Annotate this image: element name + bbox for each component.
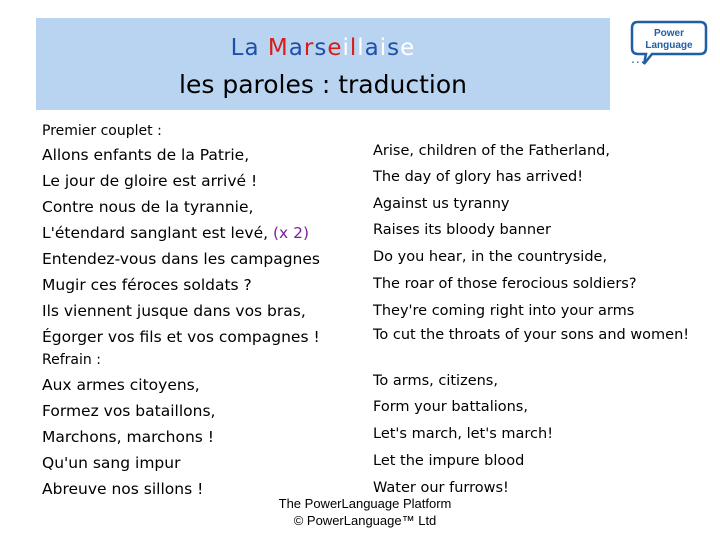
refrain-fr-line: Aux armes citoyens, — [42, 376, 200, 394]
logo-text-language: Language — [645, 40, 693, 51]
title-letter: i — [342, 35, 350, 61]
refrain-fr-line: Marchons, marchons ! — [42, 428, 214, 446]
title-letter: a — [244, 35, 260, 61]
verse-fr-line: Égorger vos fils et vos compagnes ! — [42, 328, 320, 346]
title-letter: l — [349, 35, 358, 61]
refrain-fr-line: Formez vos bataillons, — [42, 402, 216, 420]
title-letter: L — [230, 35, 245, 61]
refrain-en-line: Form your battalions, — [373, 399, 528, 415]
refrain-en-line: To arms, citizens, — [373, 373, 498, 389]
verse-en-line: The day of glory has arrived! — [373, 169, 584, 185]
title-letter: a — [364, 35, 380, 61]
title-letter: a — [288, 35, 304, 61]
verse-fr-line: Mugir ces féroces soldats ? — [42, 276, 252, 294]
footer — [270, 495, 460, 529]
title-letter: r — [303, 35, 315, 61]
refrain-en-line: Let the impure blood — [373, 453, 525, 469]
title-letter — [260, 35, 268, 61]
page-title — [36, 35, 610, 61]
verse-fr-line: Ils viennent jusque dans vos bras, — [42, 302, 306, 320]
verse-en-line: Raises its bloody banner — [373, 222, 551, 238]
verse-fr-line-repeat — [42, 224, 309, 242]
verse-en-line: To cut the throats of your sons and women! — [373, 327, 690, 343]
verse-heading: Premier couplet : — [42, 123, 162, 139]
verse-en-line: Arise, children of the Fatherland, — [373, 143, 610, 159]
verse-fr-line: Entendez-vous dans les campagnes — [42, 250, 320, 268]
refrain-en-line: Let's march, let's march! — [373, 426, 554, 442]
footer-platform: The PowerLanguage Platform — [278, 496, 452, 511]
title-letter: e — [327, 35, 343, 61]
verse-fr-line: Contre nous de la tyrannie, — [42, 198, 254, 216]
logo-text-power: Power — [653, 28, 685, 39]
page-subtitle: les paroles : traduction — [179, 70, 467, 99]
title-letter: s — [314, 35, 328, 61]
verse-fr-line: L'étendard sanglant est levé, — [42, 224, 273, 242]
verse-en-line: They're coming right into your arms — [373, 303, 635, 319]
title-letter: l — [357, 35, 365, 61]
footer-copyright: © PowerLanguage™ Ltd — [293, 513, 437, 528]
title-letter: e — [400, 35, 416, 61]
title-letter: i — [379, 35, 388, 61]
refrain-heading: Refrain : — [42, 352, 101, 368]
title-letter: s — [387, 35, 401, 61]
refrain-fr-line: Abreuve nos sillons ! — [42, 480, 204, 498]
verse-en-line: Against us tyranny — [373, 196, 510, 212]
title-banner — [36, 18, 610, 110]
repeat-note: (x 2) — [272, 224, 310, 242]
refrain-fr-line: Qu'un sang impur — [42, 454, 181, 472]
verse-fr-line: Allons enfants de la Patrie, — [42, 146, 250, 164]
verse-en-line: The roar of those ferocious soldiers? — [373, 276, 637, 292]
verse-fr-line: Le jour de gloire est arrivé ! — [42, 172, 258, 190]
verse-en-line: Do you hear, in the countryside, — [373, 249, 608, 265]
title-letter: M — [267, 35, 289, 61]
logo-dots: ... — [631, 52, 646, 66]
refrain-en-line: Water our furrows! — [373, 480, 509, 496]
